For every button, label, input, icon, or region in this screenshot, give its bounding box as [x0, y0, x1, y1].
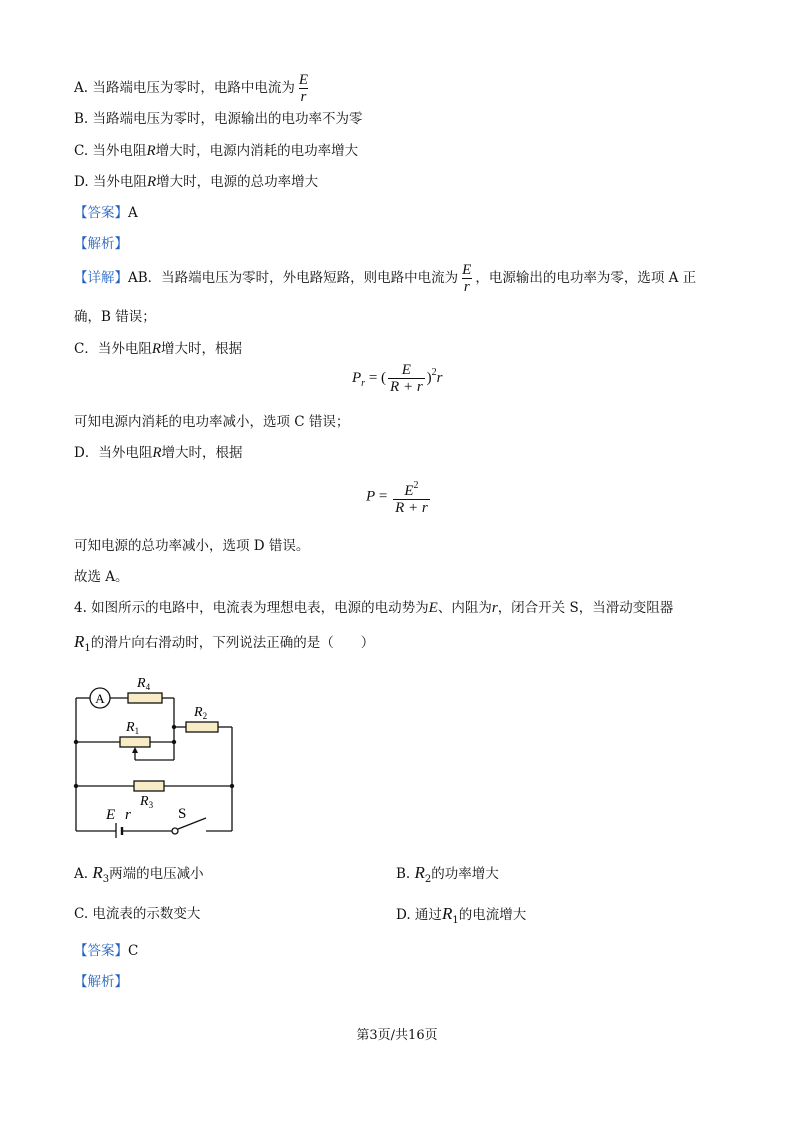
label-r3: $R_3$: [140, 794, 154, 810]
q3-c-line: C．当外电阻R增大时，根据: [74, 341, 243, 357]
label-switch: S: [178, 806, 187, 822]
q3-d-conclusion: 可知电源的总功率减小，选项 D 错误。: [74, 538, 310, 554]
fraction-e-over-r: $\frac{E}{r}$: [462, 262, 472, 295]
q4-stem: 4. 如图所示的电路中，电流表为理想电表，电源的电动势为E、内阻为r，闭合开关 S，当滑动变阻器: [74, 600, 674, 616]
label-r4: $R_4$: [137, 676, 151, 692]
label-r2: $R_2$: [194, 705, 208, 721]
q4-stem-line2: $R_1$的滑片向右滑动时，下列说法正确的是（ ）: [74, 632, 375, 654]
q4-option-a: A. $R_3$两端的电压减小: [74, 863, 204, 885]
label-emf: E: [106, 807, 116, 823]
q4-option-b: B. $R_2$的功率增大: [396, 863, 499, 885]
q3-answer: 【答案】A: [74, 205, 138, 221]
q3-choose: 故选 A。: [74, 569, 129, 585]
q4-analysis-label: 【解析】: [74, 974, 128, 990]
ammeter-label: A: [95, 691, 105, 706]
q3-detail-line2: 确，B 错误；: [74, 309, 156, 325]
q3-option-a: A. 当路端电压为零时，电路中电流为 $\frac{E}{r}$: [74, 72, 309, 105]
q4-option-d: D. 通过$R_1$的电流增大: [396, 904, 527, 926]
q4-option-c: C. 电流表的示数变大: [74, 906, 201, 922]
label-r1: $R_1$: [126, 720, 140, 736]
q3-c-conclusion: 可知电源内消耗的电功率减小，选项 C 错误；: [74, 414, 350, 430]
formula-total-power: P = $\frac{E^2}{R + r}$: [366, 480, 428, 516]
rheostat-r1: [120, 737, 150, 747]
q3-option-d: D. 当外电阻R增大时，电源的总功率增大: [74, 174, 319, 190]
q3-option-c: C. 当外电阻R增大时，电源内消耗的电功率增大: [74, 143, 359, 159]
label-internal-r: r: [125, 807, 131, 823]
formula-power-internal: $P_r$ = ( $\frac{E}{R + r}$ )$^2$r: [352, 362, 443, 395]
q3-d-line: D．当外电阻R增大时，根据: [74, 445, 243, 461]
q3-option-b: B. 当路端电压为零时，电源输出的电功率不为零: [74, 111, 363, 127]
q3-detail: 【详解】AB．当路端电压为零时，外电路短路，则电路中电流为 $\frac{E}{r}$ ，电源输出的电功率为零，选项 A 正: [74, 262, 697, 295]
fraction-e-over-r: $\frac{E}{r}$: [298, 72, 309, 105]
switch-icon: [172, 828, 178, 834]
resistor-r4: [128, 693, 162, 703]
resistor-r2: [186, 722, 218, 732]
circuit-diagram: [66, 668, 246, 838]
resistor-r3: [134, 781, 164, 791]
q3-analysis-label: 【解析】: [74, 236, 128, 252]
q4-answer: 【答案】C: [74, 943, 139, 959]
page-footer: 第3页/共16页: [356, 1028, 438, 1043]
